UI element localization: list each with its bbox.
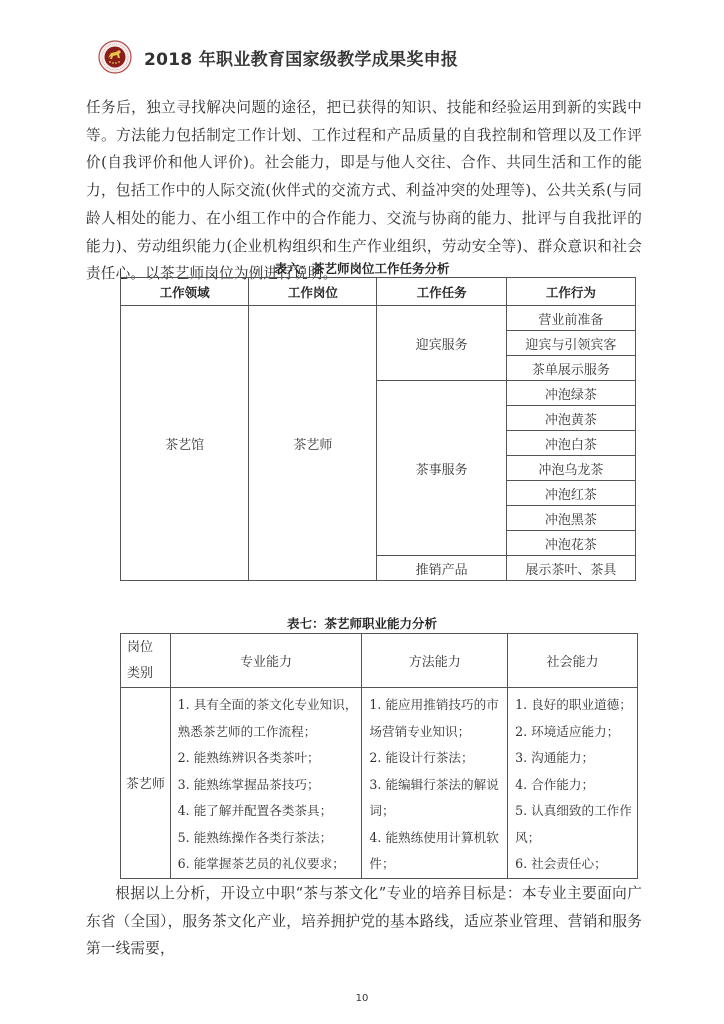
list-item: 风； bbox=[515, 829, 541, 845]
list-item: 4. 能了解并配置各类茶具； bbox=[177, 803, 333, 818]
row-label-cell: 茶艺师 bbox=[121, 688, 171, 879]
list-item: 4. 合作能力； bbox=[515, 776, 595, 792]
professional-ability-cell bbox=[170, 688, 362, 879]
header-cell: 方法能力 bbox=[362, 634, 508, 688]
list-item: 2. 能设计行茶法； bbox=[369, 750, 474, 765]
behavior-cell: 冲泡绿茶 bbox=[506, 381, 635, 406]
list-item: 场营销专业知识； bbox=[369, 723, 471, 739]
table-header-row bbox=[121, 278, 636, 306]
list-item: 5. 能熟练操作各类行茶法； bbox=[177, 829, 333, 845]
behavior-cell: 展示茶叶、茶具 bbox=[506, 556, 635, 581]
social-ability-cell bbox=[508, 688, 638, 879]
list-item: 4. 能熟练使用计算机软 bbox=[369, 829, 499, 845]
behavior-cell: 营业前准备 bbox=[506, 306, 635, 331]
list-item: 3. 沟通能力； bbox=[515, 750, 595, 765]
behavior-cell: 冲泡红茶 bbox=[506, 481, 635, 506]
work-field-cell: 茶艺馆 bbox=[121, 306, 249, 581]
header-cell: 工作领域 bbox=[121, 278, 249, 306]
list-item: 1. 具有全面的茶文化专业知识， bbox=[177, 697, 358, 712]
list-item: 5. 认真细致的工作作 bbox=[515, 803, 632, 818]
page-number: 10 bbox=[355, 993, 369, 1004]
behavior-cell: 迎宾与引领宾客 bbox=[506, 331, 635, 356]
competency-table bbox=[120, 633, 638, 879]
behavior-cell: 冲泡黑茶 bbox=[506, 506, 635, 531]
task-analysis-table bbox=[120, 277, 636, 581]
list-item: 熟悉茶艺师的工作流程； bbox=[177, 723, 317, 739]
body-paragraph: 根据以上分析，开设立中职“茶与茶文化”专业的培养目标是：本专业主要面向广东省（全国），服务茶文化产业，培养拥护党的基本路线，适应茶业管理、营销和服务第一线需要， bbox=[86, 885, 642, 958]
behavior-cell: 茶单展示服务 bbox=[506, 356, 635, 381]
behavior-cell: 冲泡黄茶 bbox=[506, 406, 635, 431]
header-cell: 专业能力 bbox=[170, 634, 362, 688]
list-item: 2. 能熟练辨识各类茶叶； bbox=[177, 750, 320, 765]
page-header bbox=[98, 40, 458, 74]
corner-label: 类别 bbox=[127, 665, 154, 681]
body-paragraph: 任务后，独立寻找解决问题的途径，把已获得的知识、技能和经验运用到新的实践中等。方法能力包括制定工作计划、工作过程和产品质量的自我控制和管理以及工作评价(自我评价和他人评价)。社会能力，即是与他人交往、合作、共同生活和工作的能力，包括工作中的人际交流(伙伴式的交流方式、利益冲突的处理等)、公共关系(与同龄人相处的能力、在小组工作中的合作能力、交流与协商的能力、批评与自我批评的能力)、劳动组织能力(企业机构组织和生产作业组织，劳动安全等)、群众意识和社会责任心。以茶艺师岗位为例进行说明。 bbox=[86, 99, 642, 283]
header-cell: 工作岗位 bbox=[249, 278, 377, 306]
task-cell: 迎宾服务 bbox=[377, 306, 506, 381]
list-item: 件； bbox=[369, 856, 395, 871]
list-item: 3. 能熟练掌握品茶技巧； bbox=[177, 776, 320, 792]
header-cell: 工作任务 bbox=[377, 278, 506, 306]
table-row bbox=[121, 306, 636, 331]
list-item: 1. 能应用推销技巧的市 bbox=[369, 697, 499, 712]
header-cell: 工作行为 bbox=[506, 278, 635, 306]
header-cell: 社会能力 bbox=[508, 634, 638, 688]
list-item: 6. 能掌握茶艺员的礼仪要求； bbox=[177, 856, 345, 871]
table-header-row bbox=[121, 634, 638, 688]
list-item: 词； bbox=[369, 803, 395, 818]
list-item: 1. 良好的职业道德； bbox=[515, 697, 632, 712]
behavior-cell: 冲泡花茶 bbox=[506, 531, 635, 556]
table-row bbox=[121, 688, 638, 879]
table6-caption: 表六：茶艺师岗位工作任务分析 bbox=[274, 261, 450, 276]
behavior-cell: 冲泡乌龙茶 bbox=[506, 456, 635, 481]
list-item: 2. 环境适应能力； bbox=[515, 723, 620, 739]
list-item: 6. 社会责任心； bbox=[515, 856, 607, 871]
task-cell: 茶事服务 bbox=[377, 381, 506, 556]
task-cell: 推销产品 bbox=[377, 556, 506, 581]
method-ability-cell bbox=[362, 688, 508, 879]
behavior-cell: 冲泡白茶 bbox=[506, 431, 635, 456]
corner-label: 岗位 bbox=[127, 639, 154, 655]
header-title: 2018 年职业教育国家级教学成果奖申报 bbox=[144, 49, 459, 70]
school-emblem-icon bbox=[98, 40, 132, 74]
work-position-cell: 茶艺师 bbox=[249, 306, 377, 581]
list-item: 3. 能编辑行茶法的解说 bbox=[369, 776, 499, 792]
corner-header-cell bbox=[121, 634, 171, 688]
table7-caption: 表七：茶艺师职业能力分析 bbox=[286, 616, 437, 631]
